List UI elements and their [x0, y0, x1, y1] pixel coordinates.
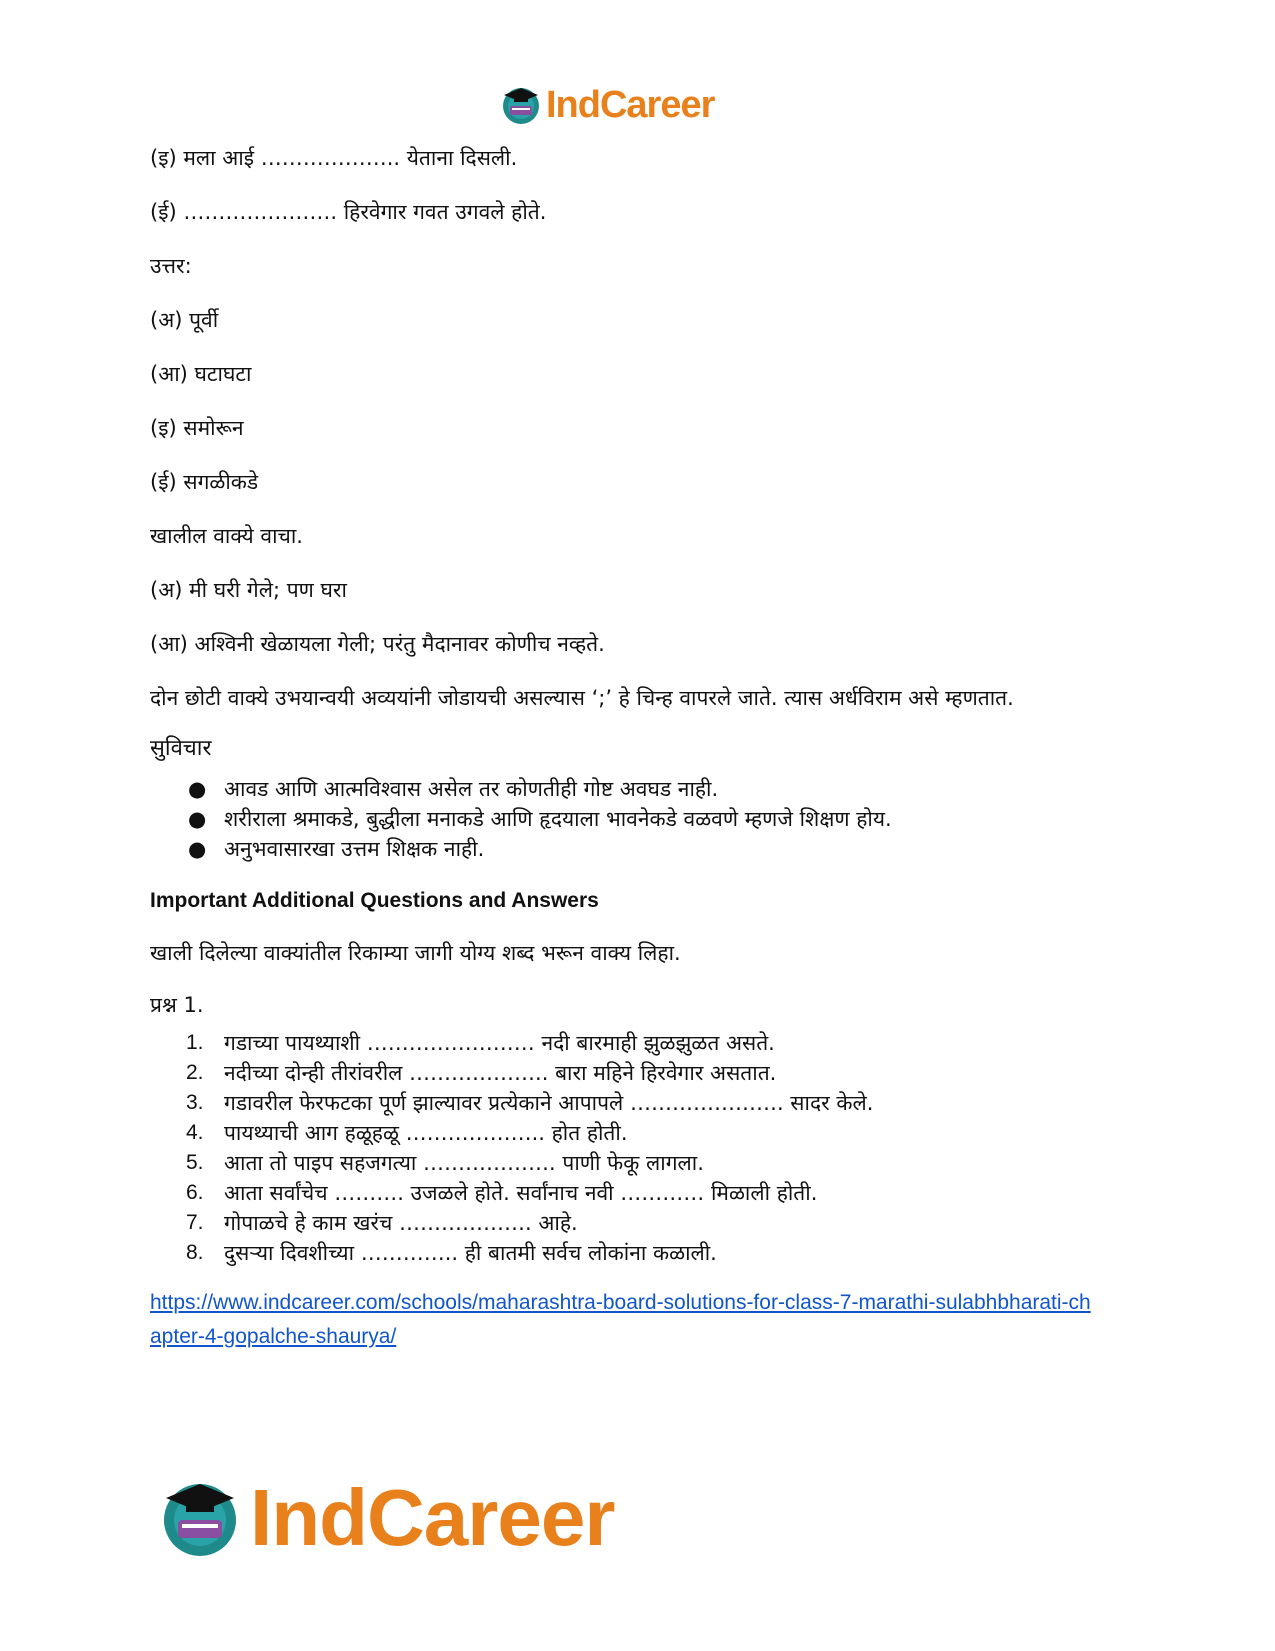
question-list: [150, 1028, 1135, 1268]
list-item: ● अनुभवासारखा उत्तम शिक्षक नाही.: [150, 834, 1135, 864]
semicolon-explanation: दोन छोटी वाक्ये उभयान्वयी अव्ययांनी जोडायची असल्यास ‘;’ हे चिन्ह वापरले जाते. त्यास अर्धविराम असे म्हणतात.: [150, 686, 1014, 710]
logo-wordmark: IndCareer: [546, 83, 715, 126]
list-item: 6. आता सर्वांचेच ………. उजळले होते. सर्वांनाच नवी ………… मिळाली होती.: [186, 1181, 818, 1205]
fill-blank-e: (इ) मला आई ……………….. येताना दिसली.: [150, 146, 518, 170]
logo-wordmark: IndCareer: [250, 1473, 615, 1562]
fill-blank-ee: (ई) …………………. हिरवेगार गवत उगवले होते.: [150, 200, 547, 224]
header-logo[interactable]: [500, 80, 714, 130]
list-item: 3. गडावरील फेरफटका पूर्ण झाल्यावर प्रत्येकाने आपापले …………………. सादर केले.: [186, 1091, 874, 1115]
answer-label: उत्तर:: [150, 254, 192, 278]
answer-e: (इ) समोरून: [150, 416, 244, 440]
list-item: 8. दुसऱ्या दिवशीच्या ………….. ही बातमी सर्वच लोकांना कळाली.: [186, 1241, 717, 1265]
list-item: 2. नदीच्या दोन्ही तीरांवरील ……………….. बारा महिने हिरवेगार असतात.: [186, 1061, 777, 1085]
source-link[interactable]: https://www.indcareer.com/schools/maharashtra-board-solutions-for-class-7-marathi-sulabhbharati-chapter-4-gopalche-shaurya/: [150, 1291, 1091, 1348]
bullet-icon: ●: [188, 777, 207, 801]
list-item: 5. आता तो पाइप सहजगत्या ………………. पाणी फेकू लागला.: [186, 1151, 704, 1175]
graduation-cap-globe-icon: [158, 1476, 242, 1560]
answer-a: (अ) पूर्वी: [150, 308, 219, 332]
section-heading: Important Additional Questions and Answers: [150, 889, 599, 912]
bullet-icon: ●: [188, 837, 207, 861]
list-item: ● आवड आणि आत्मविश्वास असेल तर कोणतीही गोष्ट अवघड नाही.: [150, 774, 1135, 804]
thought-title: सुविचार: [150, 736, 212, 761]
list-item: 4. पायथ्याची आग हळूहळू ……………….. होत होती.: [186, 1121, 628, 1145]
list-item: ● शरीराला श्रमाकडे, बुद्धीला मनाकडे आणि हृदयाला भावनेकडे वळवणे म्हणजे शिक्षण होय.: [150, 804, 1135, 834]
thought-list: [150, 774, 1135, 864]
main-content: [150, 143, 1135, 1354]
instruction: खाली दिलेल्या वाक्यांतील रिकाम्या जागी योग्य शब्द भरून वाक्य लिहा.: [150, 941, 681, 965]
answer-aa: (आ) घटाघटा: [150, 362, 252, 386]
read-label: खालील वाक्ये वाचा.: [150, 524, 303, 548]
question-label: प्रश्न 1.: [150, 993, 204, 1017]
footer-logo[interactable]: [158, 1468, 614, 1568]
list-item: 1. गडाच्या पायथ्याशी …………………… नदी बारमाही झुळझुळत असते.: [186, 1031, 775, 1055]
bullet-icon: ●: [188, 807, 207, 831]
list-item: 7. गोपाळचे हे काम खरंच ………………. आहे.: [186, 1211, 578, 1235]
answer-ee: (ई) सगळीकडे: [150, 470, 259, 494]
read-sentence-a: (अ) मी घरी गेले; पण घरा: [150, 578, 347, 602]
read-sentence-aa: (आ) अश्विनी खेळायला गेली; परंतु मैदानावर कोणीच नव्हते.: [150, 632, 605, 656]
graduation-cap-globe-icon: [500, 84, 542, 126]
